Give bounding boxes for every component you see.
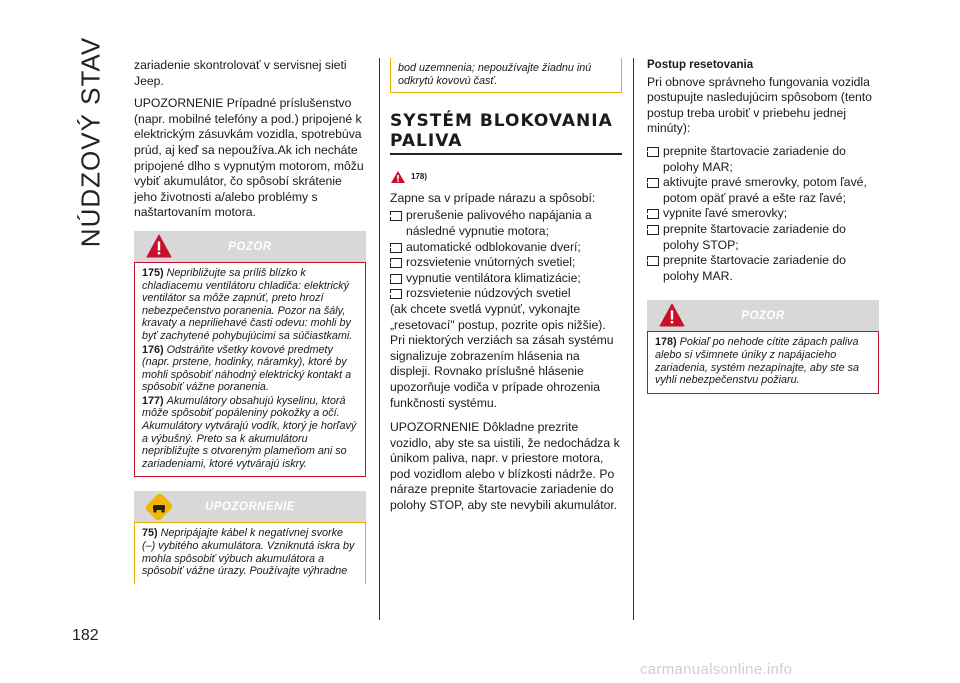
list-item: automatické odblokovanie dverí;	[390, 240, 622, 256]
list-item: aktivujte pravé smerovky, potom ľavé, potom opäť pravé a ešte raz ľavé;	[647, 175, 879, 206]
list-item: rozsvietenie núdzových svetiel	[390, 286, 622, 302]
column-divider	[633, 58, 634, 620]
paragraph: UPOZORNENIE Dôkladne prezrite vozidlo, aby ste sa uistili, že nedochádza k únikom paliva, napr. v priestore motora, pod vozidlom alebo v blízkosti nádrže. Po náraze prepnite štartovacie zariadenie do polohy STOP, aby ste nevybili akumulátor.	[390, 420, 620, 513]
warning-item: 178) Pokiaľ po nehode cítite zápach paliva alebo si všimnete úniky z napájacieho zariadenia, systém nezapínajte, aby ste sa vyhli nebezpečenstvu požiaru.	[655, 336, 860, 387]
upozornenie-box	[134, 522, 366, 583]
caution-item: 75) Nepripájajte kábel k negatívnej svorke (–) vybitého akumulátora. Vzniknutá iskra by mohla spôsobiť výbuch akumulátora a spôsobiť vážne úrazy. Používajte výhradne	[142, 527, 355, 578]
section-title: SYSTÉM BLOKOVANIA PALIVA	[390, 111, 622, 155]
paragraph: (ak chcete svetlá vypnúť, vykonajte „resetovací" postup, pozrite opis nižšie). Pri niektorých verziách sa zásah systému signalizuje zobrazením hlásenia na displeji. Rovnako príslušné hlásenie upozorňuje vodiča v prípade ohrozenia funkčnosti systému.	[390, 301, 614, 410]
pozor-header	[134, 231, 366, 262]
checkbox-bullet-icon	[647, 178, 659, 188]
caution-continued-text: bod uzemnenia; nepoužívajte žiadnu inú odkrytú kovovú časť.	[398, 62, 592, 87]
pozor-header	[647, 300, 879, 331]
list-item: vypnutie ventilátora klimatizácie;	[390, 271, 622, 287]
chapter-side-title: NÚDZOVÝ STAV	[75, 36, 106, 248]
column-1	[134, 58, 366, 584]
checkbox-bullet-icon	[647, 147, 659, 157]
checkbox-bullet-icon	[390, 274, 402, 284]
warning-item: 175) Nepribližujte sa príliš blízko k chladiacemu ventilátoru chladiča: elektrický ventilátor sa môže zapnúť, preto hrozí nebezpečenstvo poranenia. Pozor na šály, kravaty a nepriliehavé časti odevu: mohli by byť zachytené pohybujúcimi sa súčiastkami.	[142, 266, 353, 342]
checkbox-bullet-icon	[390, 211, 402, 221]
list-item: prepnite štartovacie zariadenie do polohy STOP;	[647, 222, 879, 253]
column-3	[647, 58, 879, 394]
paragraph: Pri obnove správneho fungovania vozidla postupujte nasledujúcim spôsobom (tento postup treba urobiť v priebehu jednej minúty):	[647, 74, 872, 136]
warning-item: 176) Odstráňte všetky kovové predmety (napr. prstene, hodinky, náramky), ktoré by mohli spôsobiť náhodný elektrický kontakt a spôsobiť vážne poranenia.	[142, 343, 352, 394]
upozornenie-label: UPOZORNENIE	[205, 501, 295, 514]
paragraph: Zapne sa v prípade nárazu a spôsobí:	[390, 190, 596, 205]
checkbox-bullet-icon	[390, 258, 402, 268]
note-reference	[390, 169, 622, 185]
list-item: prepnite štartovacie zariadenie do polohy MAR;	[647, 144, 879, 175]
upozornenie-box-continued	[390, 58, 622, 93]
upozornenie-header	[134, 491, 366, 522]
page-number: 182	[72, 627, 99, 644]
pozor-box	[647, 331, 879, 393]
checkbox-bullet-icon	[647, 225, 659, 235]
paragraph: zariadenie skontrolovať v servisnej sieti Jeep.	[134, 58, 347, 88]
pozor-label: POZOR	[228, 240, 272, 253]
pozor-label: POZOR	[741, 310, 785, 323]
watermark: carmanualsonline.info	[640, 661, 793, 678]
checkbox-bullet-icon	[647, 209, 659, 219]
checkbox-bullet-icon	[390, 243, 402, 253]
paragraph: UPOZORNENIE Prípadné príslušenstvo (napr. mobilné telefóny a pod.) pripojené k elektrickým zásuvkám vozidla, spotrebúva prúd, aj keď sa nepoužíva.Ak ich necháte pripojené dlho s vypnutým motorom, môžu vybiť akumulátor, čo spôsobí skrátenie jeho životnosti a/alebo problémy s naštartovaním motora.	[134, 96, 364, 220]
list-item: rozsvietenie vnútorných svetiel;	[390, 255, 622, 271]
pozor-box	[134, 262, 366, 478]
note-ref-number: 178)	[411, 172, 428, 182]
list-item: prerušenie palivového napájania a následné vypnutie motora;	[390, 208, 622, 239]
column-2	[390, 58, 622, 521]
warning-item: 177) Akumulátory obsahujú kyselinu, ktorá môže spôsobiť popáleniny pokožky a očí. Akumulátory vytvárajú vodík, ktorý je horľavý a výbušný. Preto sa k akumulátoru nepribližujte s otvoreným plameňom ani so zariadeniami, ktoré vytvárajú iskry.	[142, 394, 357, 470]
list-item: prepnite štartovacie zariadenie do polohy MAR.	[647, 253, 879, 284]
column-divider	[379, 58, 380, 620]
checkbox-bullet-icon	[647, 256, 659, 266]
warning-triangle-icon	[390, 170, 406, 184]
subheading: Postup resetovania	[647, 59, 754, 71]
list-item: vypnite ľavé smerovky;	[647, 206, 879, 222]
checkbox-bullet-icon	[390, 289, 402, 299]
